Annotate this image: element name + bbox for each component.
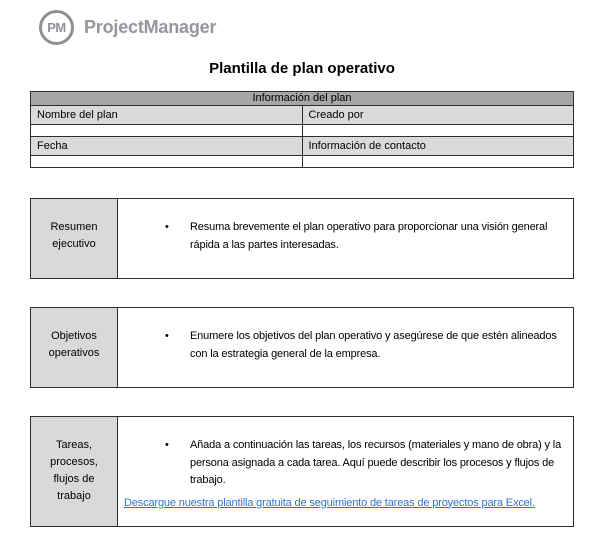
bullet-icon: • <box>165 221 169 233</box>
input-fecha[interactable] <box>31 156 303 168</box>
input-informacion-de-contacto[interactable] <box>302 156 574 168</box>
bullet-item <box>118 219 567 254</box>
label-creado-por: Creado por <box>302 106 574 125</box>
section-tareas-content <box>118 417 573 526</box>
section-objetivos-label: Objetivos operativos <box>31 308 118 387</box>
section-tareas-text: Añada a continuación las tareas, los recursos (materiales y mano de obra) y la persona asignada a cada tarea. Aquí puede describir los procesos y flujos de trabajo. <box>190 439 562 486</box>
plan-info-table <box>30 91 574 168</box>
logo-wordmark: ProjectManager <box>84 17 217 37</box>
brand-header <box>39 10 216 45</box>
input-nombre-del-plan[interactable] <box>31 125 303 137</box>
section-resumen-text: Resuma brevemente el plan operativo para proporcionar una visión general rápida a las partes interesadas. <box>190 221 548 251</box>
bullet-icon: • <box>165 439 169 451</box>
bullet-item <box>118 328 567 363</box>
excel-template-link[interactable]: Descargue nuestra plantilla gratuita de seguimiento de tareas de proyectos para Excel. <box>124 496 535 509</box>
section-tareas-label: Tareas, procesos, flujos de trabajo <box>31 417 118 526</box>
link-paragraph <box>124 494 544 512</box>
bullet-icon: • <box>165 330 169 342</box>
section-tareas-procesos <box>30 416 574 527</box>
section-resumen-content <box>118 199 573 278</box>
section-objetivos-text: Enumere los objetivos del plan operativo y asegúrese de que estén alineados con la estrategia general de la empresa. <box>190 330 557 360</box>
projectmanager-logo-icon <box>39 10 74 45</box>
label-informacion-de-contacto: Información de contacto <box>302 137 574 156</box>
section-objetivos-content <box>118 308 573 387</box>
input-creado-por[interactable] <box>302 125 574 137</box>
logo-monogram: PM <box>47 20 66 35</box>
bullet-item <box>118 437 567 490</box>
label-fecha: Fecha <box>31 137 303 156</box>
section-resumen-label: Resumen ejecutivo <box>31 199 118 278</box>
info-table-header: Información del plan <box>31 92 574 106</box>
page-title: Plantilla de plan operativo <box>209 60 395 77</box>
section-resumen-ejecutivo <box>30 198 574 279</box>
label-nombre-del-plan: Nombre del plan <box>31 106 303 125</box>
section-objetivos-operativos <box>30 307 574 388</box>
